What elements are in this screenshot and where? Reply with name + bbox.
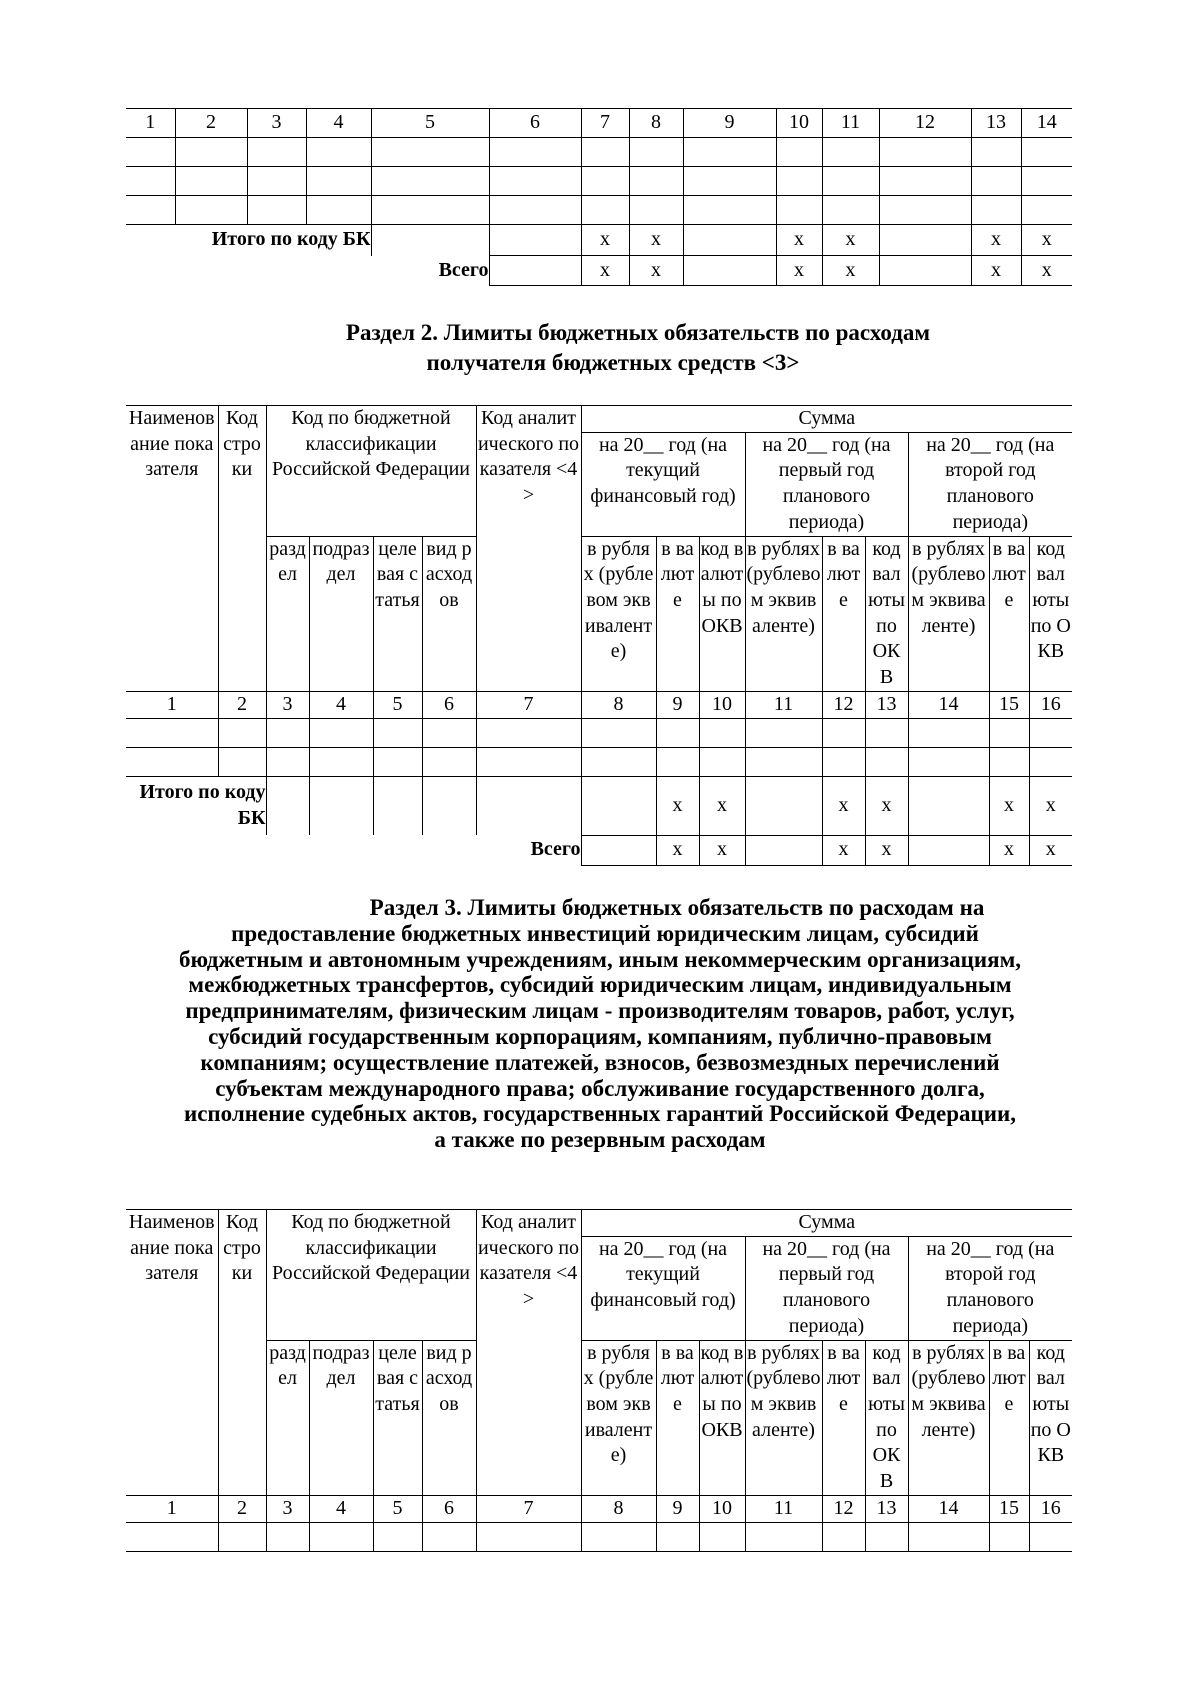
empty-row (126, 747, 1072, 776)
header-year: на 20__ год (на текущий финансовый год) (581, 1236, 745, 1340)
empty-cell (489, 167, 581, 196)
empty-cell (371, 167, 489, 196)
empty-cell (175, 196, 247, 225)
column-number: 2 (175, 109, 247, 138)
header-row-code: Код строки (218, 406, 266, 692)
empty-cell (175, 138, 247, 167)
empty-cell (683, 167, 776, 196)
empty-cell (476, 718, 581, 747)
header-bk-sub: подраздел (309, 1340, 373, 1495)
empty-cell (745, 776, 822, 835)
x-mark: x (776, 225, 822, 256)
header-currency-sub: код валюты по ОКВ (865, 536, 908, 691)
x-mark: x (1029, 776, 1072, 835)
header-bk-sub: целевая статья (373, 536, 422, 691)
empty-cell (865, 1522, 908, 1551)
column-number: 10 (699, 691, 745, 718)
column-number: 16 (1029, 1495, 1072, 1522)
empty-cell (683, 256, 776, 286)
column-number: 10 (699, 1495, 745, 1522)
header-currency-sub: в валюте (656, 1340, 699, 1495)
header-bk-sub: целевая статья (373, 1340, 422, 1495)
subtotal-label: Итого по коду БК (126, 225, 371, 256)
empty-cell (266, 718, 309, 747)
empty-cell (699, 718, 745, 747)
section3-title-line: компаниям; осуществление платежей, взносов, безвозмездных перечислений (200, 1049, 1000, 1075)
column-number: 7 (476, 1495, 581, 1522)
empty-cell (822, 196, 879, 225)
column-number: 4 (309, 691, 373, 718)
x-mark: x (656, 776, 699, 835)
empty-cell (476, 776, 581, 835)
header-bk-sub: раздел (266, 1340, 309, 1495)
empty-cell (175, 167, 247, 196)
empty-cell (629, 167, 683, 196)
empty-cell (371, 138, 489, 167)
empty-cell (422, 1522, 476, 1551)
x-mark: x (971, 256, 1021, 286)
column-number: 11 (745, 1495, 822, 1522)
empty-row (126, 138, 1072, 167)
x-mark: x (1021, 225, 1072, 256)
x-mark: x (629, 225, 683, 256)
total-row (126, 835, 1072, 865)
empty-cell (822, 747, 865, 776)
empty-cell (683, 196, 776, 225)
header-sum: Сумма (581, 1210, 1072, 1237)
column-number: 4 (306, 109, 371, 138)
column-number: 13 (865, 691, 908, 718)
table-section1 (126, 108, 1072, 286)
empty-cell (822, 167, 879, 196)
column-number: 5 (373, 1495, 422, 1522)
empty-cell (476, 1522, 581, 1551)
empty-cell (266, 747, 309, 776)
header-currency-sub: в рублях (рублевом эквиваленте) (908, 536, 989, 691)
x-mark: x (822, 776, 865, 835)
x-mark: x (581, 225, 629, 256)
empty-cell (581, 747, 656, 776)
header-year: на 20__ год (на второй год планового периода) (908, 1236, 1072, 1340)
subtotal-row (126, 776, 1072, 835)
empty-cell (1021, 167, 1072, 196)
column-number: 8 (581, 1495, 656, 1522)
empty-cell (373, 718, 422, 747)
header-bk-sub: раздел (266, 536, 309, 691)
empty-cell (247, 167, 306, 196)
x-mark: x (581, 256, 629, 286)
section3-title-line: исполнение судебных актов, государственных гарантий Российской Федерации, (183, 1101, 1017, 1127)
empty-cell (581, 167, 629, 196)
empty-cell (776, 138, 822, 167)
empty-cell (1021, 196, 1072, 225)
section3-title-line: предпринимателям, физическим лицам - производителям товаров, работ, услуг, (185, 998, 1015, 1024)
column-number: 3 (266, 691, 309, 718)
section3-title-line: предоставление бюджетных инвестиций юридическим лицам, субсидий (231, 920, 979, 946)
column-number: 1 (126, 691, 218, 718)
subtotal-row (126, 225, 1072, 256)
empty-cell (908, 776, 989, 835)
empty-cell (309, 747, 373, 776)
empty-cell (989, 1522, 1029, 1551)
number-row (126, 1495, 1072, 1522)
empty-cell (373, 776, 422, 835)
empty-cell (971, 196, 1021, 225)
empty-cell (489, 256, 581, 286)
column-number: 10 (776, 109, 822, 138)
section2-title-line-2: получателя бюджетных средств <3> (426, 350, 800, 375)
empty-cell (865, 747, 908, 776)
empty-cell (218, 1522, 266, 1551)
empty-cell (306, 167, 371, 196)
section3-title-line: межбюджетных трансфертов, субсидий юридическим лицам, индивидуальным (188, 972, 1012, 998)
column-number: 9 (656, 1495, 699, 1522)
column-number: 14 (908, 1495, 989, 1522)
empty-cell (309, 776, 373, 835)
column-number: 15 (989, 691, 1029, 718)
empty-cell (776, 167, 822, 196)
header-currency-sub: код валюты по ОКВ (1029, 1340, 1072, 1495)
section3-title-line: субсидий государственным корпорациям, компаниям, публично-правовым (208, 1024, 992, 1049)
header-row (126, 1340, 1072, 1495)
empty-cell (1029, 1522, 1072, 1551)
empty-cell (126, 718, 218, 747)
empty-cell (306, 196, 371, 225)
column-number: 7 (476, 691, 581, 718)
header-currency-sub: код валюты по ОКВ (865, 1340, 908, 1495)
total-label: Всего (530, 838, 581, 861)
x-mark: x (629, 256, 683, 286)
column-number: 6 (422, 1495, 476, 1522)
empty-cell (126, 1522, 218, 1551)
header-indicator-name: Наименование показателя (126, 406, 218, 692)
empty-cell (822, 1522, 865, 1551)
empty-cell (683, 138, 776, 167)
empty-cell (489, 225, 581, 256)
section3-title-line: бюджетным и автономным учреждениям, иным некоммерческим организациям, (178, 946, 1021, 972)
header-sum: Сумма (581, 406, 1072, 433)
empty-cell (879, 196, 971, 225)
number-row (126, 691, 1072, 718)
x-mark: x (699, 776, 745, 835)
x-mark: x (865, 835, 908, 865)
empty-cell (879, 225, 971, 256)
header-analytic-code: Код аналитического показателя <4> (476, 1210, 581, 1496)
empty-cell (822, 138, 879, 167)
column-number: 4 (309, 1495, 373, 1522)
header-indicator-name: Наименование показателя (126, 1210, 218, 1496)
empty-cell (908, 835, 989, 865)
header-currency-sub: в рублях (рублевом эквиваленте) (908, 1340, 989, 1495)
column-number: 11 (745, 691, 822, 718)
empty-cell (989, 747, 1029, 776)
column-number: 8 (581, 691, 656, 718)
empty-cell (745, 747, 822, 776)
column-number: 11 (822, 109, 879, 138)
empty-cell (218, 718, 266, 747)
column-number: 14 (1021, 109, 1072, 138)
empty-cell (422, 747, 476, 776)
empty-cell (422, 718, 476, 747)
empty-cell (489, 138, 581, 167)
column-number: 2 (218, 691, 266, 718)
empty-cell (699, 1522, 745, 1551)
x-mark: x (656, 835, 699, 865)
column-number: 9 (683, 109, 776, 138)
empty-cell (373, 1522, 422, 1551)
empty-cell (489, 196, 581, 225)
empty-cell (1029, 747, 1072, 776)
column-number: 7 (581, 109, 629, 138)
x-mark: x (822, 225, 879, 256)
x-mark: x (971, 225, 1021, 256)
column-number: 15 (989, 1495, 1029, 1522)
empty-cell (218, 747, 266, 776)
empty-cell (629, 196, 683, 225)
empty-cell (581, 196, 629, 225)
header-analytic-code: Код аналитического показателя <4> (476, 406, 581, 692)
empty-row (126, 718, 1072, 747)
section2-title-line-1: Раздел 2. Лимиты бюджетных обязательств по расходам (345, 320, 931, 345)
header-row-code: Код строки (218, 1210, 266, 1496)
column-number: 1 (126, 1495, 218, 1522)
x-mark: x (699, 835, 745, 865)
empty-cell (908, 718, 989, 747)
empty-cell (266, 1522, 309, 1551)
column-number: 9 (656, 691, 699, 718)
column-number: 6 (489, 109, 581, 138)
x-mark: x (989, 776, 1029, 835)
empty-cell (247, 196, 306, 225)
subtotal-label: Итого по коду БК (126, 776, 266, 835)
empty-cell (699, 747, 745, 776)
section3-title-line: Раздел 3. Лимиты бюджетных обязательств по расходам на (369, 895, 985, 920)
header-bk-sub: подраздел (309, 536, 373, 691)
empty-cell (908, 747, 989, 776)
header-year: на 20__ год (на первый год планового периода) (745, 432, 908, 536)
header-currency-sub: в рублях (рублевом эквиваленте) (745, 536, 822, 691)
empty-cell (126, 747, 218, 776)
empty-cell (822, 718, 865, 747)
header-currency-sub: код валюты по ОКВ (1029, 536, 1072, 691)
empty-cell (745, 718, 822, 747)
column-number: 13 (971, 109, 1021, 138)
empty-cell (865, 718, 908, 747)
empty-cell (683, 225, 776, 256)
empty-cell (581, 718, 656, 747)
x-mark: x (776, 256, 822, 286)
header-row (126, 1210, 1072, 1237)
empty-cell (309, 1522, 373, 1551)
empty-row (126, 1522, 1072, 1551)
column-number: 3 (247, 109, 306, 138)
empty-cell (745, 1522, 822, 1551)
empty-cell (656, 718, 699, 747)
table-section3-limits (126, 1209, 1072, 1552)
header-currency-sub: в валюте (822, 1340, 865, 1495)
empty-cell (989, 718, 1029, 747)
empty-cell (879, 138, 971, 167)
empty-cell (745, 835, 822, 865)
x-mark: x (989, 835, 1029, 865)
table-section2-limits (126, 405, 1072, 866)
empty-cell (581, 1522, 656, 1551)
header-currency-sub: в рублях (рублевом эквиваленте) (581, 536, 656, 691)
header-year: на 20__ год (на первый год планового периода) (745, 1236, 908, 1340)
header-currency-sub: код валюты по ОКВ (699, 1340, 745, 1495)
empty-cell (371, 225, 489, 256)
x-mark: x (822, 256, 879, 286)
header-currency-sub: в рублях (рублевом эквиваленте) (745, 1340, 822, 1495)
empty-cell (879, 167, 971, 196)
column-number: 12 (822, 1495, 865, 1522)
column-number: 14 (908, 691, 989, 718)
total-row (126, 256, 1072, 286)
empty-cell (476, 747, 581, 776)
empty-cell (126, 167, 175, 196)
empty-cell (908, 1522, 989, 1551)
section3-title-line: субъектам международного права; обслуживание государственного долга, (215, 1075, 985, 1101)
x-mark: x (1021, 256, 1072, 286)
empty-row (126, 196, 1072, 225)
header-currency-sub: код валюты по ОКВ (699, 536, 745, 691)
header-year: на 20__ год (на второй год планового периода) (908, 432, 1072, 536)
empty-cell (422, 776, 476, 835)
empty-cell (581, 138, 629, 167)
empty-cell (581, 776, 656, 835)
column-number: 5 (371, 109, 489, 138)
empty-cell (309, 718, 373, 747)
empty-cell (126, 196, 175, 225)
empty-cell (266, 776, 309, 835)
empty-row (126, 167, 1072, 196)
header-currency-sub: в валюте (822, 536, 865, 691)
header-budget-classification: Код по бюджетной классификации Российской Федерации (266, 1210, 476, 1341)
column-number: 6 (422, 691, 476, 718)
header-row (126, 406, 1072, 433)
empty-cell (656, 747, 699, 776)
column-number: 16 (1029, 691, 1072, 718)
header-row (126, 536, 1072, 691)
column-number: 8 (629, 109, 683, 138)
header-bk-sub: вид расходов (422, 1340, 476, 1495)
empty-cell (971, 167, 1021, 196)
section3-title-line: а также по резервным расходам (434, 1127, 766, 1153)
column-number: 12 (879, 109, 971, 138)
column-number: 5 (373, 691, 422, 718)
header-row (126, 109, 1072, 138)
header-currency-sub: в валюте (989, 536, 1029, 691)
empty-cell (126, 138, 175, 167)
total-label: Всего (438, 258, 489, 281)
empty-cell (373, 747, 422, 776)
empty-cell (1029, 718, 1072, 747)
empty-cell (306, 138, 371, 167)
header-currency-sub: в валюте (656, 536, 699, 691)
empty-cell (1021, 138, 1072, 167)
x-mark: x (865, 776, 908, 835)
header-bk-sub: вид расходов (422, 536, 476, 691)
empty-cell (656, 1522, 699, 1551)
empty-cell (879, 256, 971, 286)
empty-cell (629, 138, 683, 167)
column-number: 13 (865, 1495, 908, 1522)
column-number: 1 (126, 109, 175, 138)
header-currency-sub: в рублях (рублевом эквиваленте) (581, 1340, 656, 1495)
x-mark: x (1029, 835, 1072, 865)
column-number: 2 (218, 1495, 266, 1522)
empty-cell (776, 196, 822, 225)
column-number: 12 (822, 691, 865, 718)
empty-cell (971, 138, 1021, 167)
column-number: 3 (266, 1495, 309, 1522)
header-currency-sub: в валюте (989, 1340, 1029, 1495)
x-mark: x (822, 835, 865, 865)
empty-cell (371, 196, 489, 225)
empty-cell (247, 138, 306, 167)
header-budget-classification: Код по бюджетной классификации Российской Федерации (266, 406, 476, 537)
header-year: на 20__ год (на текущий финансовый год) (581, 432, 745, 536)
empty-cell (581, 835, 656, 865)
